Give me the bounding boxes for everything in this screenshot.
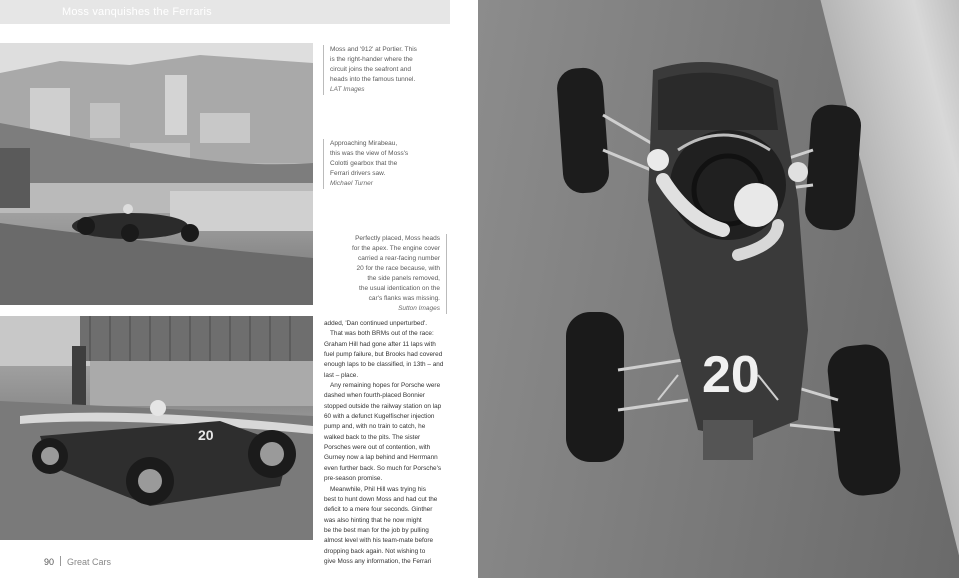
body-line: Meanwhile, Phil Hill was trying his [330, 485, 426, 493]
body-copy [324, 319, 451, 567]
caption-line: 20 for the race because, with [356, 265, 440, 272]
body-line: pre-season promise. [324, 475, 383, 483]
caption-line: carried a rear-facing number [357, 255, 440, 262]
caption-line: the side panels removed, [367, 275, 440, 282]
body-line: 60 with a defunct Kugelfischer injection [324, 413, 435, 421]
photo-overhead [478, 0, 959, 578]
chapter-title: Moss vanquishes the Ferraris [62, 6, 212, 18]
caption-line: Perfectly placed, Moss heads [355, 235, 440, 242]
caption-line: Ferrari drivers saw. [330, 170, 386, 177]
body-line: Graham Hill had gone after 11 laps with [324, 340, 436, 348]
page-footer [44, 556, 111, 567]
caption-line: the usual identication on the [359, 285, 440, 292]
car-number: 20 [702, 346, 760, 404]
body-line: walked back to the pits. The sister [324, 433, 421, 441]
body-line: give Moss any information, the Ferrari [324, 557, 432, 565]
photo-overhead-scene [478, 0, 959, 578]
caption-mirabeau [323, 139, 448, 189]
body-line: deficit to a mere four seconds. Ginther [324, 506, 433, 514]
book-title: Great Cars [67, 557, 112, 567]
body-line: Any remaining hopes for Porsche were [330, 382, 441, 390]
caption-line: circuit joins the seafront and [330, 66, 411, 73]
body-line: best to hunt down Moss and had cut the [324, 495, 438, 503]
body-line: stopped outside the railway station on lap [324, 402, 442, 410]
running-header [0, 0, 450, 24]
car-rear-number: 20 [198, 427, 214, 443]
body-line: Gurney now a lap behind and Herrmann [324, 454, 438, 462]
photo-mirabeau-scene [0, 316, 313, 540]
footer-divider [60, 556, 61, 566]
body-line: was also hinting that he now might [324, 516, 422, 524]
body-line: pump and, with no train to catch, he [324, 423, 426, 431]
caption-line: this was the view of Moss's [330, 150, 409, 157]
caption-line: Moss and '912' at Portier. This [330, 46, 417, 53]
body-line: be the best man for the job by pulling [324, 526, 429, 534]
body-line: enough laps to be classified, in 13th – and [324, 361, 444, 369]
caption-apex [336, 234, 447, 314]
photo-portier-scene [0, 43, 313, 305]
caption-line: car's flanks was missing. [368, 295, 440, 302]
body-line: fuel pump failure, but Brooks had covered [324, 351, 443, 359]
body-line: That was both BRMs out of the race: [330, 330, 434, 338]
caption-line: Colotti gearbox that the [330, 160, 398, 167]
caption-credit: Michael Turner [330, 180, 373, 187]
caption-line: is the right-hander where the [330, 56, 413, 63]
body-line: even further back. So much for Porsche's [324, 464, 442, 472]
photo-portier [0, 43, 313, 305]
photo-mirabeau [0, 316, 313, 540]
body-line: Porsches were out of contention, with [324, 444, 431, 452]
body-line: dashed when fourth-placed Bonnier [324, 392, 425, 400]
caption-line: for the apex. The engine cover [351, 245, 440, 252]
caption-line: Approaching Mirabeau, [330, 140, 398, 147]
body-line: last – place. [324, 371, 359, 379]
caption-credit: LAT Images [330, 86, 365, 93]
left-page [0, 0, 478, 578]
caption-portier [323, 45, 448, 95]
caption-line: heads into the famous tunnel. [330, 76, 416, 83]
body-line: added, 'Dan continued unperturbed'. [324, 320, 427, 327]
page-number: 90 [44, 557, 55, 567]
body-line: dropping back again. Not wishing to [324, 547, 426, 555]
body-line: almost level with his team-mate before [324, 537, 434, 545]
caption-credit: Sutton Images [398, 305, 440, 312]
